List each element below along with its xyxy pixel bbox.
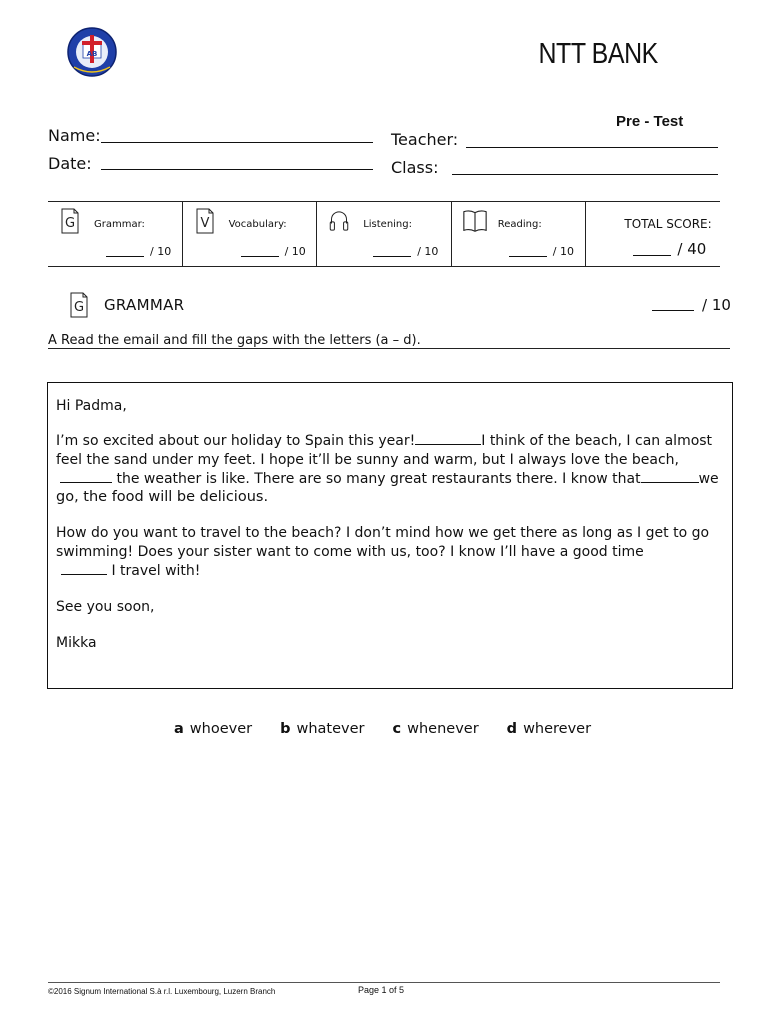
svg-text:V: V <box>200 216 210 231</box>
answer-options <box>174 721 591 737</box>
date-label: Date: <box>48 154 92 173</box>
grammar-g-icon <box>69 292 89 318</box>
reading-score-label: Reading: <box>497 219 542 230</box>
option-c: c whenever <box>392 721 479 737</box>
svg-text:G: G <box>64 216 76 231</box>
listening-score-max: / 10 <box>417 245 439 258</box>
school-crest-logo <box>66 27 118 77</box>
email-line: go, the food will be delicious. <box>56 489 269 505</box>
total-score-label: TOTAL SCORE: <box>624 217 712 231</box>
grammar-g-icon <box>60 208 80 234</box>
gap-2[interactable] <box>60 470 112 483</box>
grammar-section-title: GRAMMAR <box>104 296 185 314</box>
option-d: d wherever <box>506 721 592 737</box>
grammar-score-max: / 10 <box>150 245 172 258</box>
vocabulary-score-field[interactable] <box>241 256 279 257</box>
class-field[interactable] <box>452 174 718 175</box>
footer-copyright: ©2016 Signum International S.à r.l. Luxembourg, Luzern Branch <box>48 987 276 996</box>
instruction-underline <box>48 348 730 349</box>
vocabulary-score-cell <box>183 202 318 266</box>
grammar-score-label: Grammar: <box>94 219 145 230</box>
svg-text:G: G <box>73 300 85 315</box>
grammar-section-max: / 10 <box>702 296 731 314</box>
gap-4[interactable] <box>61 562 107 575</box>
score-table <box>48 201 720 267</box>
name-field[interactable] <box>101 142 373 143</box>
teacher-field[interactable] <box>466 147 718 148</box>
footer-divider <box>48 982 720 983</box>
listening-score-label: Listening: <box>363 219 412 230</box>
email-signature: Mikka <box>56 635 97 651</box>
grammar-section-score-field[interactable] <box>652 310 694 311</box>
email-line: swimming! Does your sister want to come with us, too? I know I’ll have a good time <box>56 544 644 560</box>
email-line: feel the sand under my feet. I hope it’ll be sunny and warm, but I always love the beach, <box>56 452 679 468</box>
email-line: How do you want to travel to the beach? I don’t mind how we get there as long as I get to go <box>56 525 710 541</box>
vocabulary-v-icon <box>195 208 215 234</box>
email-closing: See you soon, <box>56 599 155 615</box>
gap-1[interactable] <box>415 432 481 445</box>
email-text-box <box>47 382 733 689</box>
total-score-cell <box>586 202 720 266</box>
total-score-field[interactable] <box>633 255 671 256</box>
email-line: the weather is like. There are so many great restaurants there. I know that we <box>56 470 719 489</box>
grammar-score-field[interactable] <box>106 256 144 257</box>
teacher-label: Teacher: <box>391 130 459 149</box>
option-b: b whatever <box>280 721 365 737</box>
listening-score-cell <box>317 202 452 266</box>
listening-score-field[interactable] <box>373 256 411 257</box>
headphones-icon <box>329 208 349 234</box>
page-number: Page 1 of 5 <box>358 985 405 995</box>
reading-score-max: / 10 <box>552 245 574 258</box>
grammar-score-cell <box>48 202 183 266</box>
email-line: I travel with! <box>56 562 200 581</box>
logo-text: AB <box>86 50 98 58</box>
total-score-max: / 40 <box>677 240 707 258</box>
email-greeting: Hi Padma, <box>56 398 127 414</box>
test-type-label: Pre - Test <box>616 113 684 130</box>
vocabulary-score-max: / 10 <box>284 245 306 258</box>
option-a: a whoever <box>174 721 253 737</box>
reading-score-cell <box>452 202 587 266</box>
vocabulary-score-label: Vocabulary: <box>228 219 287 230</box>
name-label: Name: <box>48 126 101 145</box>
class-label: Class: <box>391 158 439 177</box>
date-field[interactable] <box>101 169 373 170</box>
exercise-instruction: A Read the email and fill the gaps with the letters (a – d). <box>48 333 421 348</box>
bank-title: NTT BANK <box>538 38 658 70</box>
gap-3[interactable] <box>641 470 699 483</box>
reading-score-field[interactable] <box>509 256 547 257</box>
book-icon <box>462 208 488 234</box>
email-line: I’m so excited about our holiday to Spain this year! I think of the beach, I can almost <box>56 433 713 449</box>
